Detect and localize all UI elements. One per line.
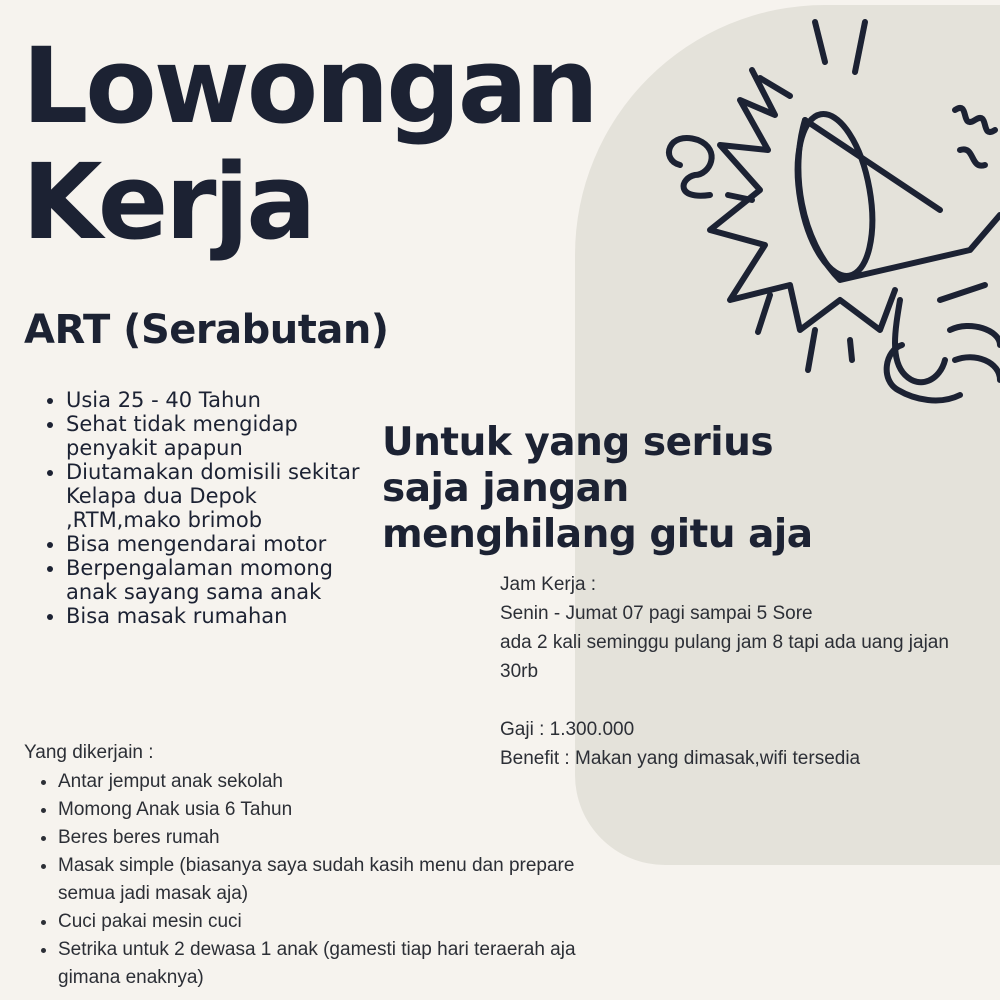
title-line-1: Lowongan [22, 25, 596, 147]
job-details [500, 570, 970, 773]
headline-line-3: menghilang gitu aja [382, 512, 813, 557]
overtime-note: ada 2 kali seminggu pulang jam 8 tapi ada uang jajan 30rb [500, 632, 949, 682]
requirement-item: • Usia 25 - 40 Tahun [66, 388, 366, 412]
work-schedule: Senin - Jumat 07 pagi sampai 5 Sore [500, 603, 813, 624]
requirement-item: • Diutamakan domisili sekitar Kelapa dua Depok ,RTM,mako brimob [66, 460, 366, 532]
headline [382, 420, 982, 558]
title-line-2: Kerja [22, 141, 314, 263]
requirement-item: • Bisa mengendarai motor [66, 532, 366, 556]
task-item: • Cuci pakai mesin cuci [58, 908, 598, 936]
salary: Gaji : 1.300.000 [500, 719, 635, 740]
megaphone-icon [640, 0, 1000, 460]
headline-line-1: Untuk yang serius [382, 420, 774, 465]
requirement-item: • Berpengalaman momong anak sayang sama anak [66, 556, 366, 604]
task-item: • Setrika untuk 2 dewasa 1 anak (gamesti tiap hari teraerah aja gimana enaknya) [58, 936, 598, 992]
requirements-list [40, 388, 366, 628]
jam-kerja-label: Jam Kerja : [500, 574, 597, 595]
tasks-title: Yang dikerjain : [24, 742, 154, 763]
task-item: • Masak simple (biasanya saya sudah kasih menu dan prepare semua jadi masak aja) [58, 852, 598, 908]
task-item: • Momong Anak usia 6 Tahun [58, 796, 598, 824]
benefit: Benefit : Makan yang dimasak,wifi tersedia [500, 748, 861, 769]
requirement-item: • Sehat tidak mengidap penyakit apapun [66, 412, 366, 460]
task-item: • Antar jemput anak sekolah [58, 768, 598, 796]
task-item: • Beres beres rumah [58, 824, 598, 852]
requirement-item: • Bisa masak rumahan [66, 604, 366, 628]
tasks-list [34, 768, 598, 992]
headline-line-2: saja jangan [382, 466, 629, 511]
job-subtitle: ART (Serabutan) [24, 307, 389, 353]
spacer [500, 686, 970, 715]
